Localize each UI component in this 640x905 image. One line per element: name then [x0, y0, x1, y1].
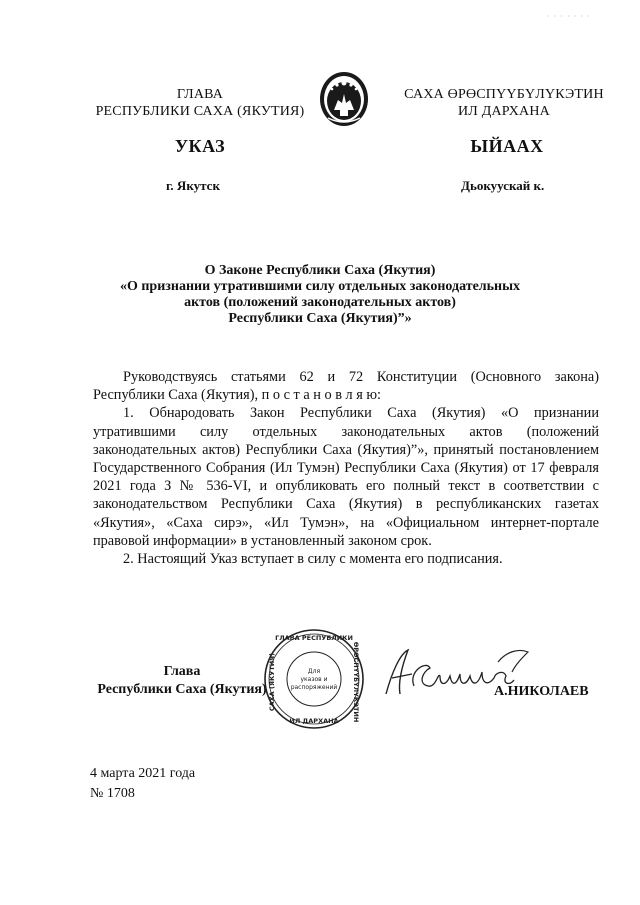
title-line3: актов (положений законодательных актов)	[184, 295, 456, 310]
item-2-paragraph: 2. Настоящий Указ вступает в силу с момента его подписания.	[123, 551, 503, 568]
header-right	[396, 86, 612, 120]
document-title	[60, 263, 580, 327]
title-line1: О Законе Республики Саха (Якутия)	[204, 263, 436, 278]
header-left	[95, 86, 305, 120]
header-left-line1: ГЛАВА	[176, 87, 224, 102]
title-line2: «О признании утратившими силу отдельных законодательных	[119, 279, 521, 294]
seal-center-line2: указов и	[300, 676, 328, 683]
signatory-title-line2: Республики Саха (Якутия)	[97, 682, 267, 697]
document-date: 4 марта 2021 года	[90, 766, 196, 781]
document-number: № 1708	[90, 786, 135, 801]
document-body	[93, 368, 599, 568]
header-right-line1: САХА ӨРӨСПҮҮБҮЛҮКЭТИН	[404, 87, 604, 102]
item-1-paragraph: 1. Обнародовать Закон Республики Саха (Якутия) «О признании утратившими силу отдельных законодательных актов (положений законодательных актов) Республики Саха (Якутия)”», принятый постановлением Государственного Собрания (Ил Тумэн) Республики Саха (Якутия) от 17 февраля 2021 года З № 536-VI, и опубликовать его полный текст в соответствии с законодательством Республики Саха (Якутия) в республиканских газетах «Якутия», «Саха сирэ», «Ил Тумэн», на «Официальном интернет-портале правовой информации» в установленный законом срок.	[93, 405, 599, 549]
svg-text:ӨРӨСПҮҮБҮЛҮКЭТИН: ӨРӨСПҮҮБҮЛҮКЭТИН	[352, 641, 360, 723]
header-left-line2: РЕСПУБЛИКИ САХА (ЯКУТИЯ)	[95, 104, 305, 119]
document-footer	[90, 764, 195, 804]
city-left: г. Якутск	[166, 178, 220, 193]
svg-text:ГЛАВА РЕСПУБЛИКИ: ГЛАВА РЕСПУБЛИКИ	[275, 634, 353, 642]
page-corner-mark: · · · · · · ·	[547, 12, 591, 21]
official-seal-stamp	[263, 628, 365, 730]
svg-text:САХА (ЯКУТИЯ): САХА (ЯКУТИЯ)	[268, 652, 276, 712]
signatory-name: А.НИКОЛАЕВ	[494, 684, 589, 699]
header-right-line2: ИЛ ДАРХАНА	[457, 104, 550, 119]
seal-center-line3: распоряжений	[290, 684, 338, 691]
signatory-title-line1: Глава	[163, 664, 201, 679]
doc-type-left: УКАЗ	[174, 136, 226, 156]
city-right: Дьокуускай к.	[461, 178, 545, 193]
svg-text:ИЛ ДАРХАНА: ИЛ ДАРХАНА	[289, 717, 339, 725]
intro-paragraph: Руководствуясь статьями 62 и 72 Конституции (Основного закона) Республики Саха (Якутия), п о с т а н о в л я ю:	[93, 369, 599, 404]
coat-of-arms-icon	[318, 70, 370, 128]
signatory-title	[92, 663, 272, 699]
doc-type-right: ЫЙААХ	[470, 136, 544, 156]
title-line4: Республики Саха (Якутия)”»	[228, 311, 412, 326]
seal-center-line1: Для	[307, 668, 321, 675]
